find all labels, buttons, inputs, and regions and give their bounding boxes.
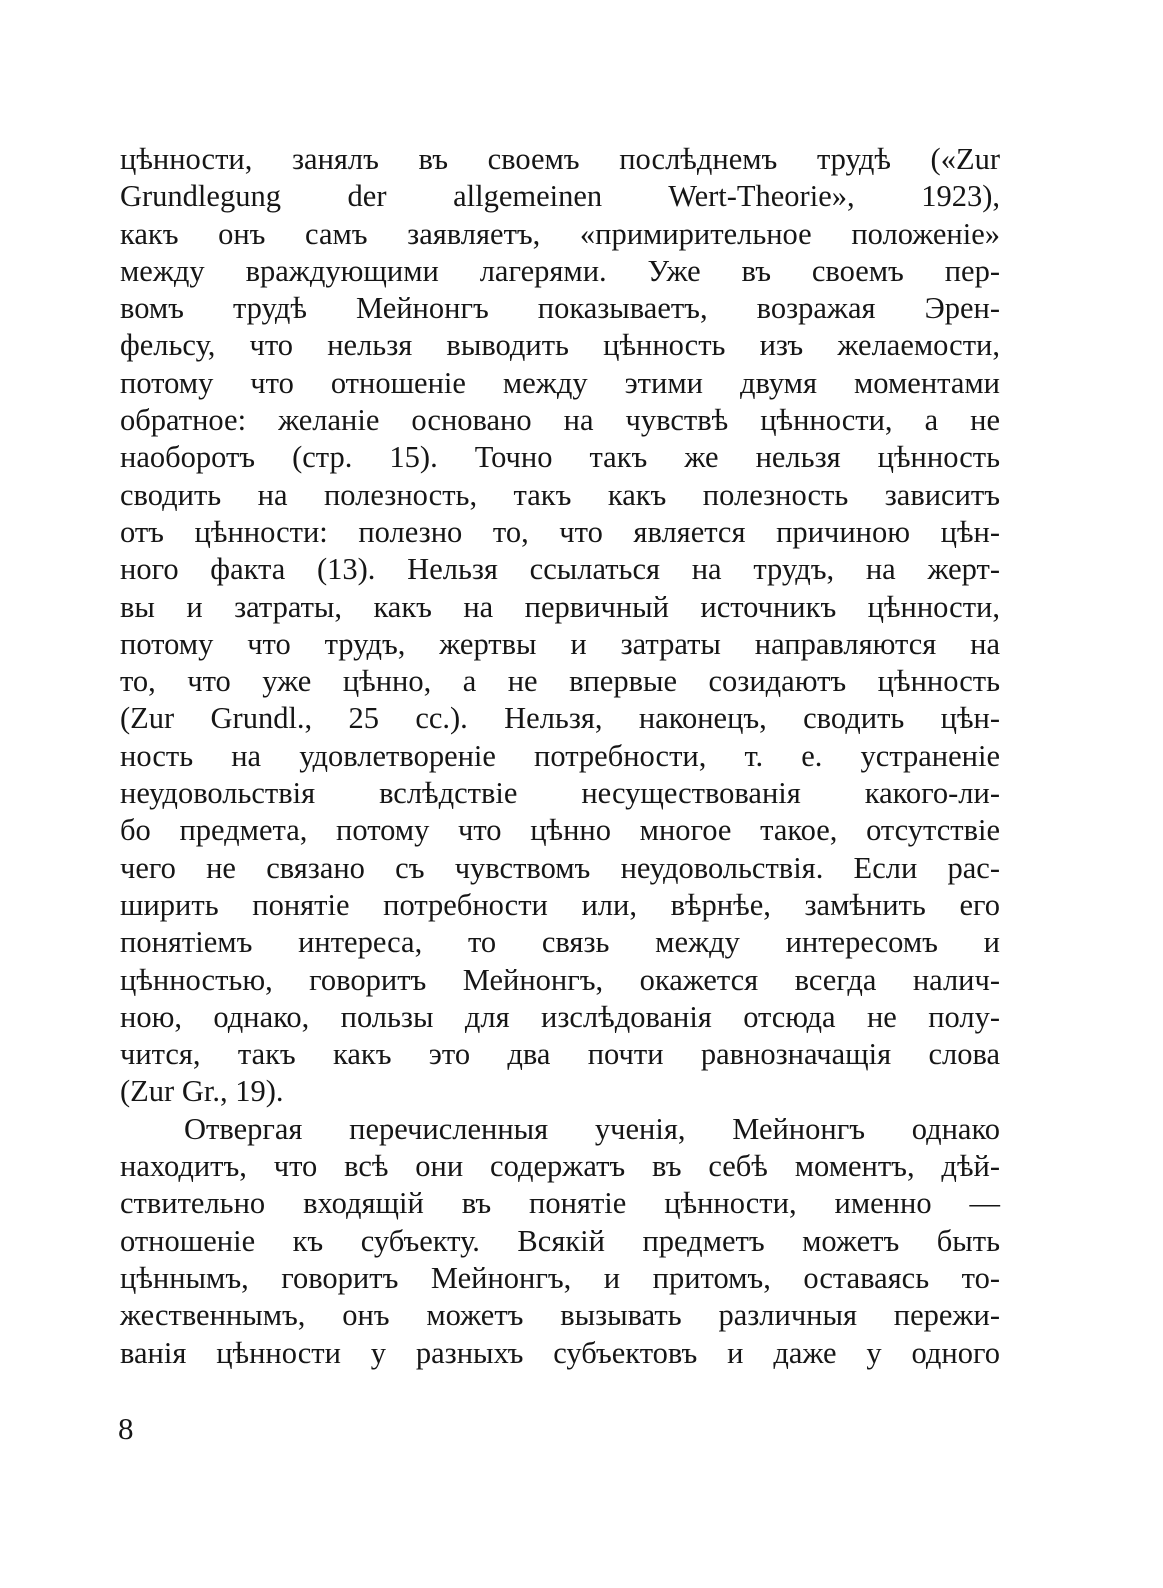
text-line: вомъ трудѣ Мейнонгъ показываетъ, возражая Эрен- bbox=[120, 291, 1000, 326]
text-line: цѣнностью, говоритъ Мейнонгъ, окажется всегда налич- bbox=[120, 962, 1000, 997]
text-line: жественнымъ, онъ можетъ вызывать различныя пережи- bbox=[120, 1298, 1000, 1333]
text-line: ность на удовлетвореніе потребности, т. е. устраненіе bbox=[120, 738, 1000, 773]
text-line: ствительно входящій въ понятіе цѣнности, именно — bbox=[120, 1186, 1000, 1221]
page-number: 8 bbox=[118, 1411, 134, 1446]
text-line: между враждующими лагерями. Уже въ своемъ пер- bbox=[120, 253, 1000, 288]
text-line: отношеніе къ субъекту. Всякій предметъ можетъ быть bbox=[120, 1223, 1000, 1258]
text-line: (Zur Gr., 19). bbox=[120, 1074, 284, 1109]
text-line: находитъ, что всѣ они содержатъ въ себѣ моментъ, дѣй- bbox=[120, 1149, 1000, 1184]
text-line: ванія цѣнности у разныхъ субъектовъ и даже у одного bbox=[120, 1335, 1000, 1370]
text-line: Grundlegung der allgemeinen Wert-Theorie», 1923), bbox=[120, 179, 1000, 214]
text-line: сводить на полезность, такъ какъ полезность зависитъ bbox=[120, 477, 1000, 512]
text-line: неудовольствія вслѣдствіе несуществованія какого-ли- bbox=[120, 776, 1000, 811]
text-line: ширить понятіе потребности или, вѣрнѣе, замѣнить его bbox=[120, 887, 1000, 922]
text-line: цѣнности, занялъ въ своемъ послѣднемъ трудѣ («Zur bbox=[120, 142, 1000, 176]
text-line: потому что отношеніе между этими двумя моментами bbox=[120, 365, 1000, 400]
text-line: (Zur Grundl., 25 cc.). Нельзя, наконецъ, сводить цѣн- bbox=[120, 701, 1000, 736]
text-line: какъ онъ самъ заявляетъ, «примирительное положеніе» bbox=[120, 216, 1000, 251]
text-line: понятіемъ интереса, то связь между интересомъ и bbox=[120, 925, 1000, 960]
text-line: цѣннымъ, говоритъ Мейнонгъ, и притомъ, оставаясь то- bbox=[120, 1260, 1000, 1295]
text-line: бо предмета, потому что цѣнно многое такое, отсутствіе bbox=[120, 813, 1000, 848]
text-line: ною, однако, пользы для изслѣдованія отсюда не полу- bbox=[120, 999, 1000, 1034]
text-line: отъ цѣнности: полезно то, что является причиною цѣн- bbox=[120, 514, 1000, 549]
text-line: потому что трудъ, жертвы и затраты направляются на bbox=[120, 626, 1000, 661]
body-text bbox=[120, 141, 1000, 1372]
text-line: наоборотъ (стр. 15). Точно такъ же нельзя цѣнность bbox=[120, 440, 1000, 475]
text-line: чится, такъ какъ это два почти равнозначащія слова bbox=[120, 1037, 1000, 1072]
text-line: обратное: желаніе основано на чувствѣ цѣнности, а не bbox=[120, 403, 1000, 438]
text-line: Отвергая перечисленныя ученія, Мейнонгъ однако bbox=[184, 1111, 1000, 1146]
text-line: ного факта (13). Нельзя ссылаться на трудъ, на жерт- bbox=[120, 552, 1000, 587]
text-line: вы и затраты, какъ на первичный источникъ цѣнности, bbox=[120, 589, 1000, 624]
text-line: чего не связано съ чувствомъ неудовольствія. Если рас- bbox=[120, 850, 1000, 885]
text-line: фельсу, что нельзя выводить цѣнность изъ желаемости, bbox=[120, 328, 1000, 363]
text-line: то, что уже цѣнно, а не впервые созидаютъ цѣнность bbox=[120, 664, 1000, 699]
